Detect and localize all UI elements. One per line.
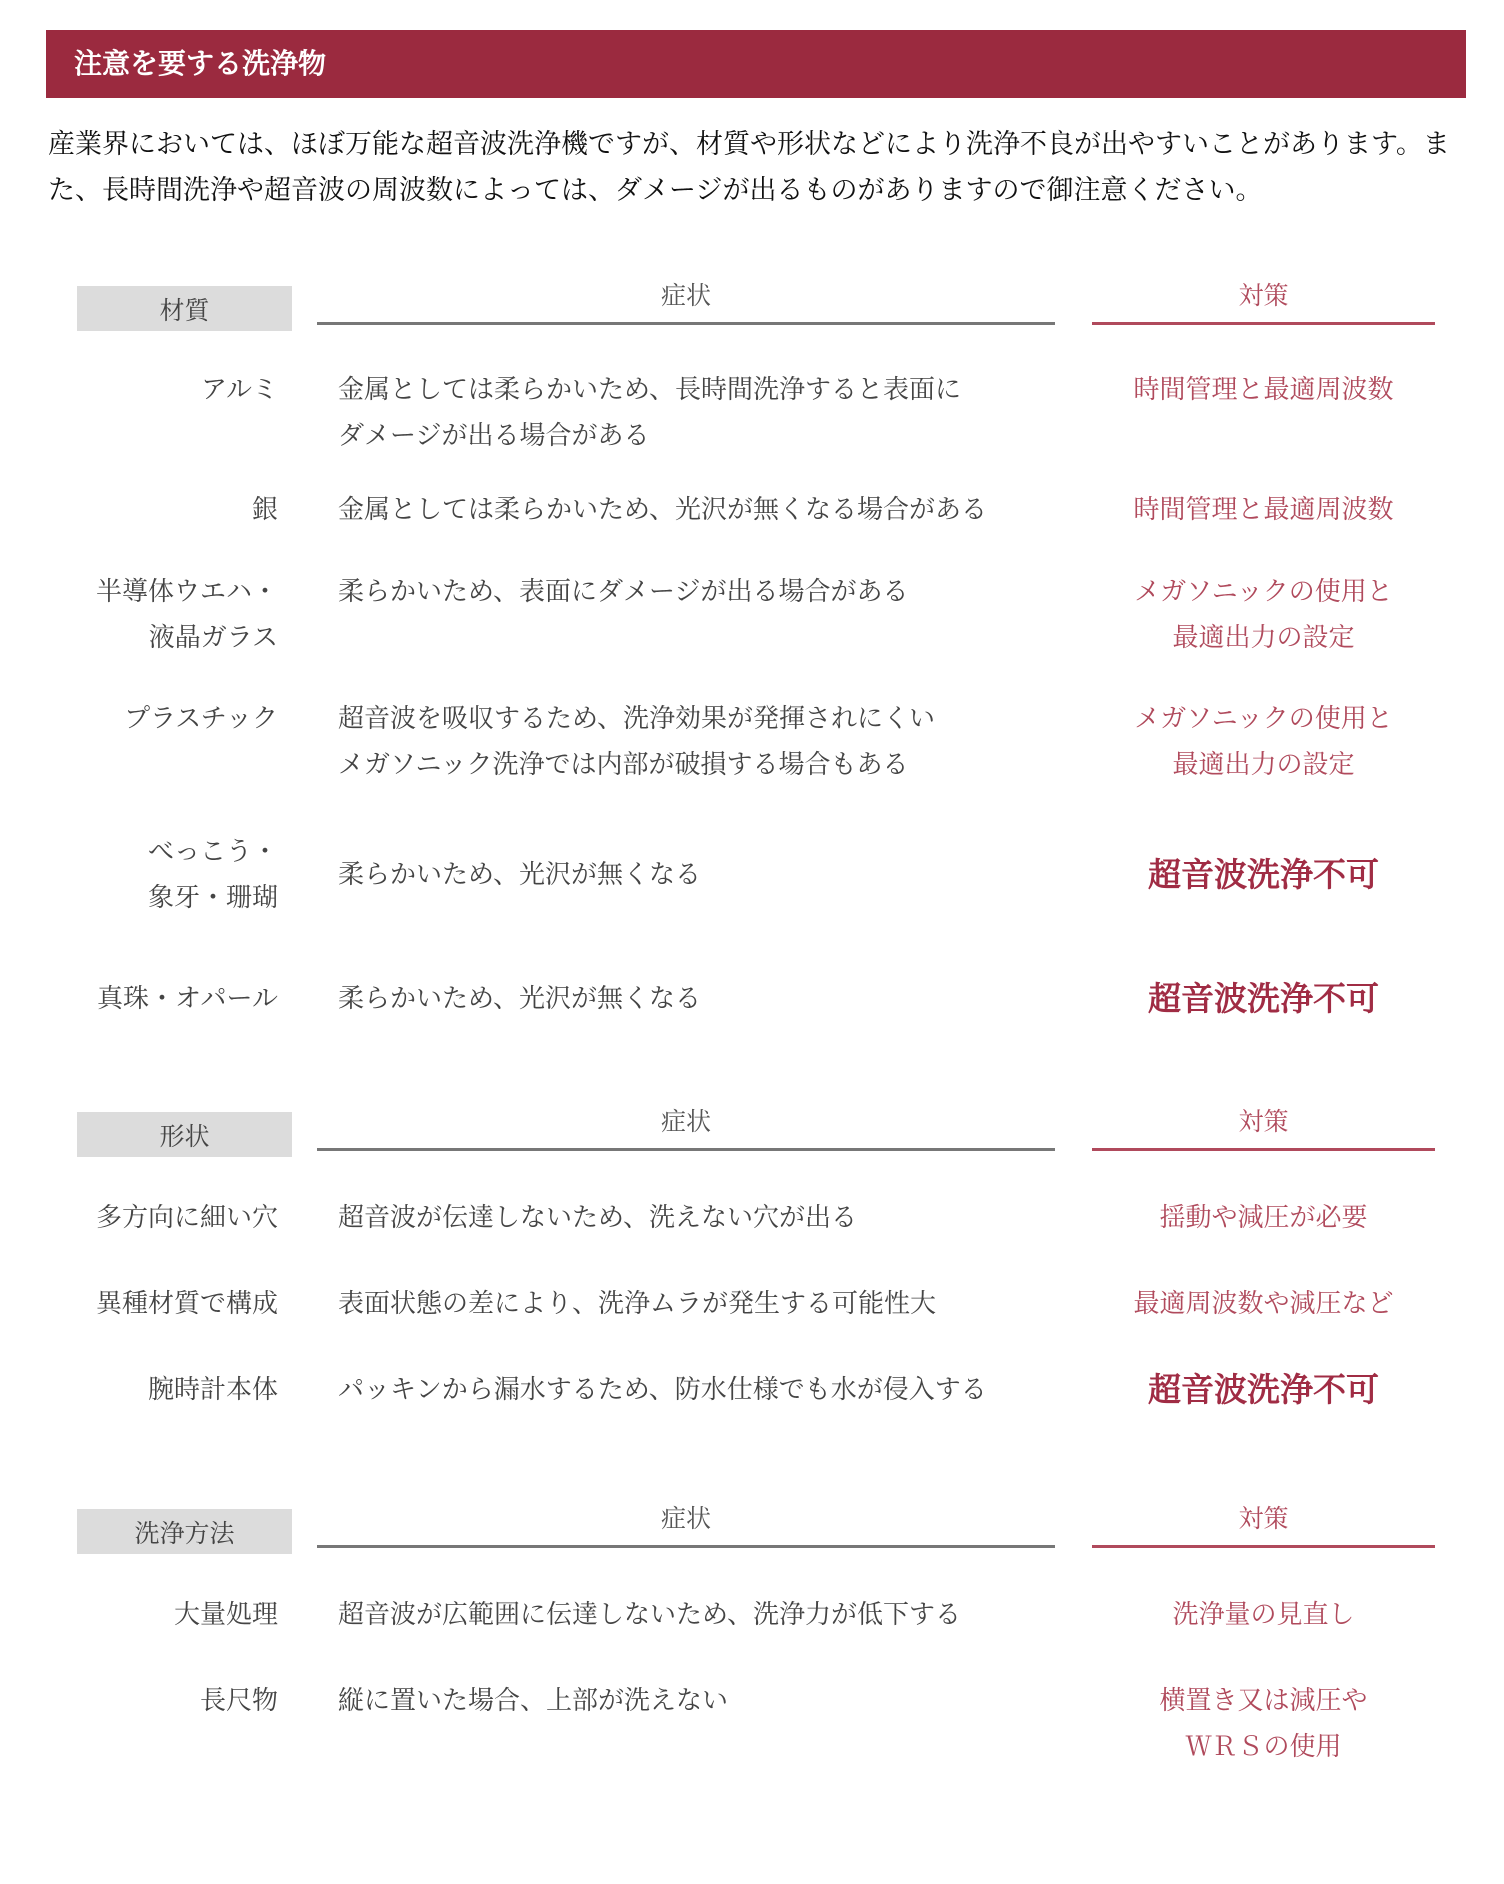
row-action: 揺動や減圧が必要	[1159, 1203, 1368, 1233]
row-symptom: 超音波が伝達しないため、洗えない穴が出る	[338, 1203, 857, 1233]
row-category: 異種材質で構成	[95, 1289, 278, 1319]
row-action: 横置き又は減圧や ＷＲＳの使用	[1159, 1686, 1368, 1762]
row-category: 多方向に細い穴	[95, 1203, 278, 1233]
category-header: 材質	[77, 286, 292, 331]
row-category: アルミ	[201, 375, 278, 405]
row-symptom: 金属としては柔らかいため、光沢が無くなる場合がある	[338, 495, 987, 525]
category-header: 洗浄方法	[77, 1509, 292, 1554]
symptom-header: 症状	[317, 1499, 1055, 1548]
row-action: 洗浄量の見直し	[1172, 1600, 1355, 1630]
row-action-prohibited: 超音波洗浄不可	[1148, 855, 1379, 894]
row-action-prohibited: 超音波洗浄不可	[1148, 979, 1379, 1018]
row-category: 大量処理	[173, 1600, 278, 1630]
row-action: メガソニックの使用と 最適出力の設定	[1134, 704, 1393, 780]
row-category: べっこう・ 象牙・珊瑚	[147, 837, 278, 913]
row-symptom: 表面状態の差により、洗浄ムラが発生する可能性大	[338, 1289, 937, 1319]
row-symptom: 縦に置いた場合、上部が洗えない	[338, 1686, 729, 1716]
row-symptom: 柔らかいため、光沢が無くなる	[338, 860, 701, 890]
row-action: 時間管理と最適周波数	[1133, 375, 1394, 405]
row-category: 腕時計本体	[147, 1375, 278, 1405]
section-title: 注意を要する洗浄物	[46, 30, 1466, 98]
row-category: プラスチック	[124, 704, 278, 734]
row-symptom: パッキンから漏水するため、防水仕様でも水が侵入する	[338, 1375, 987, 1405]
row-action: メガソニックの使用と 最適出力の設定	[1134, 577, 1393, 653]
category-header: 形状	[77, 1112, 292, 1157]
row-action-prohibited: 超音波洗浄不可	[1148, 1370, 1379, 1409]
row-category: 長尺物	[199, 1686, 278, 1716]
action-header: 対策	[1092, 276, 1435, 325]
row-symptom: 超音波が広範囲に伝達しないため、洗浄力が低下する	[338, 1600, 961, 1630]
intro-text: 産業界においては、ほぼ万能な超音波洗浄機ですが、材質や形状などにより洗浄不良が出やすいことがあります。また、長時間洗浄や超音波の周波数によっては、ダメージが出るものがありますので御注意ください。	[48, 129, 1450, 206]
symptom-header: 症状	[317, 276, 1055, 325]
row-symptom: 柔らかいため、表面にダメージが出る場合がある	[338, 577, 909, 607]
row-category: 銀	[251, 495, 278, 525]
symptom-header: 症状	[317, 1102, 1055, 1151]
action-header: 対策	[1092, 1102, 1435, 1151]
row-action: 時間管理と最適周波数	[1133, 495, 1394, 525]
row-symptom: 金属としては柔らかいため、長時間洗浄すると表面に ダメージが出る場合がある	[338, 375, 961, 451]
row-symptom: 柔らかいため、光沢が無くなる	[338, 984, 701, 1014]
row-symptom: 超音波を吸収するため、洗浄効果が発揮されにくい メガソニック洗浄では内部が破損する場合もある	[338, 704, 935, 780]
row-category: 真珠・オパール	[97, 984, 278, 1014]
row-category: 半導体ウエハ・ 液晶ガラス	[95, 577, 278, 653]
action-header: 対策	[1092, 1499, 1435, 1548]
row-action: 最適周波数や減圧など	[1133, 1289, 1394, 1319]
